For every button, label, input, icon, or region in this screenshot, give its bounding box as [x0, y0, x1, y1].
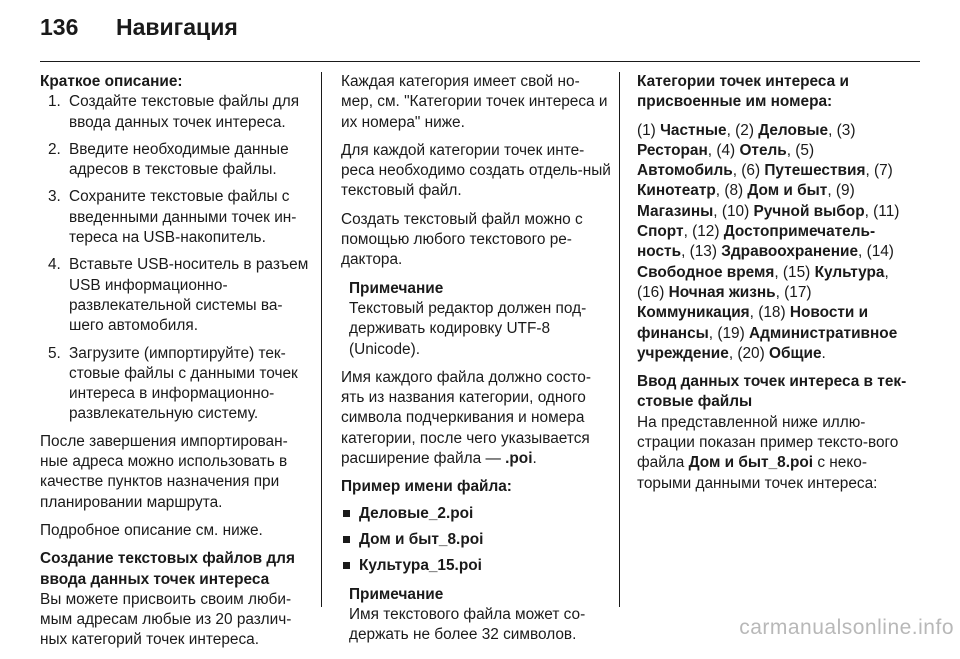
category-name: Частные — [660, 121, 727, 139]
note-text: Имя текстового файла может со-держать не более 32 символов. — [349, 605, 586, 644]
column-3 — [637, 72, 909, 502]
category-number: , (7) — [865, 162, 893, 180]
category-name: Магазины — [637, 202, 714, 220]
list-item: Дом и быт_8.poi — [341, 530, 611, 550]
paragraph — [637, 413, 909, 494]
category-number: , (19) — [708, 324, 749, 342]
category-name: Ночная жизнь — [668, 283, 776, 301]
list-item — [40, 140, 310, 181]
step-number: 3. — [48, 188, 61, 206]
category-number: , (12) — [683, 223, 724, 241]
categories-heading: Категории точек интереса и присвоенные им номера: — [637, 73, 849, 111]
category-number: , (8) — [715, 182, 748, 200]
file-extension: .poi — [505, 450, 533, 468]
list-item — [40, 187, 310, 248]
step-text: Введите необходимые данные адресов в текстовые файлы. — [69, 140, 289, 179]
category-name: Автомобиль — [637, 162, 733, 180]
steps-list — [40, 92, 310, 424]
category-number: , (14) — [858, 243, 894, 261]
categories-list — [637, 121, 909, 365]
example-heading: Пример имени файла: — [341, 478, 512, 496]
column-divider — [321, 72, 322, 607]
note-title: Примечание — [349, 279, 444, 297]
category-name: Коммуникация — [637, 304, 750, 322]
step-text: Сохраните текстовые файлы с введенными данными точек ин-тереса на USB-накопитель. — [69, 188, 297, 247]
list-item: Культура_15.poi — [341, 556, 611, 576]
paragraph: Подробное описание см. ниже. — [40, 521, 263, 539]
page-title: Навигация — [116, 14, 238, 40]
category-name: Новости и финансы — [637, 304, 869, 342]
category-name: Деловые — [758, 121, 829, 139]
category-name: Ручной выбор — [753, 202, 865, 220]
paragraph: Создать текстовый файл можно с помощью любого текстового ре-дактора. — [341, 210, 583, 269]
step-number: 1. — [48, 93, 61, 111]
paragraph-end: с неко-торыми данными точек интереса: — [637, 454, 878, 492]
note-text: Текстовый редактор должен под-держивать кодировку UTF-8 (Unicode). — [349, 299, 587, 358]
category-name: Ресторан — [637, 141, 708, 159]
watermark: carmanualsonline.info — [739, 616, 954, 639]
section-heading: Создание текстовых файлов для ввода данных точек интереса — [40, 550, 295, 588]
category-number: , (3) — [828, 121, 856, 139]
category-name: Здравоохранение — [721, 243, 859, 261]
step-text: Создайте текстовые файлы для ввода данных точек интереса. — [69, 93, 300, 131]
category-number: , (20) — [728, 344, 770, 362]
paragraph-text: На представленной ниже иллю-страции показан пример тексто-вого файла — [637, 413, 899, 472]
paragraph — [341, 368, 611, 469]
category-number: , (18) — [749, 304, 790, 322]
category-number: , (16) — [637, 263, 889, 301]
category-name: Путешествия — [764, 162, 866, 180]
step-text: Загрузите (импортируйте) тек-стовые файлы с данными точек интереса в информационно-развлекательную систему. — [69, 344, 298, 423]
paragraph: Каждая категория имеет свой но-мер, см. "Категории точек интереса и их номера" ниже. — [341, 73, 608, 131]
category-number: , (17) — [775, 283, 812, 301]
note-block — [341, 279, 611, 360]
step-number: 5. — [48, 344, 61, 362]
category-number: , (13) — [681, 243, 722, 261]
list-item: Деловые_2.poi — [341, 504, 611, 524]
paragraph: После завершения импортирован-ные адреса можно использовать в качестве пунктов назначения при планировании маршрута. — [40, 432, 288, 511]
step-number: 2. — [48, 140, 61, 158]
category-number: , (5) — [786, 141, 815, 159]
section-heading: Ввод данных точек интереса в тек-стовые файлы — [637, 373, 907, 411]
category-name: Отель — [739, 141, 787, 159]
paragraph-end: . — [532, 450, 537, 468]
note-title: Примечание — [349, 585, 444, 603]
category-name: Достопримечатель-ность — [637, 223, 876, 261]
column-divider — [619, 72, 620, 607]
category-number: , (9) — [827, 182, 855, 200]
category-name: Административное учреждение — [637, 324, 898, 362]
category-number: , (6) — [732, 162, 765, 180]
list-item — [40, 344, 310, 425]
category-number: (1) — [637, 121, 661, 139]
header-rule — [40, 61, 920, 62]
list-item — [40, 255, 310, 336]
category-number: , (2) — [726, 121, 759, 139]
list-item — [40, 92, 310, 133]
category-name: Дом и быт — [747, 182, 828, 200]
file-name: Дом и быт_8.poi — [688, 454, 814, 472]
category-name: Кинотеатр — [637, 182, 716, 200]
step-number: 4. — [48, 256, 61, 274]
page-header — [40, 14, 238, 50]
category-number: , (4) — [707, 141, 740, 159]
category-number: , (10) — [713, 202, 754, 220]
step-text: Вставьте USB-носитель в разъем USB информационно-развлекательной системы ва-шего автомобиля. — [69, 256, 309, 335]
column-1 — [40, 72, 310, 659]
category-name: Свободное время — [637, 263, 775, 281]
short-description-heading: Краткое описание: — [40, 73, 183, 90]
note-block — [341, 585, 611, 646]
example-list — [341, 504, 611, 577]
paragraph: Вы можете присвоить своим люби-мым адресам любые из 20 различ-ных категорий точек интереса. — [40, 590, 292, 649]
category-number: , (11) — [864, 202, 900, 220]
categories-end: . — [821, 344, 826, 362]
category-name: Спорт — [637, 223, 684, 241]
paragraph: Для каждой категории точек инте-реса необходимо создать отдель-ный текстовый файл. — [341, 141, 611, 200]
category-name: Общие — [769, 344, 822, 362]
page-number: 136 — [40, 14, 79, 40]
category-name: Культура — [814, 263, 885, 281]
category-number: , (15) — [774, 263, 815, 281]
paragraph-text: Имя каждого файла должно состо-ять из названия категории, одного символа подчеркивания и номера категории, после чего указывается расширение файла — — [341, 368, 591, 468]
column-2 — [341, 72, 611, 653]
